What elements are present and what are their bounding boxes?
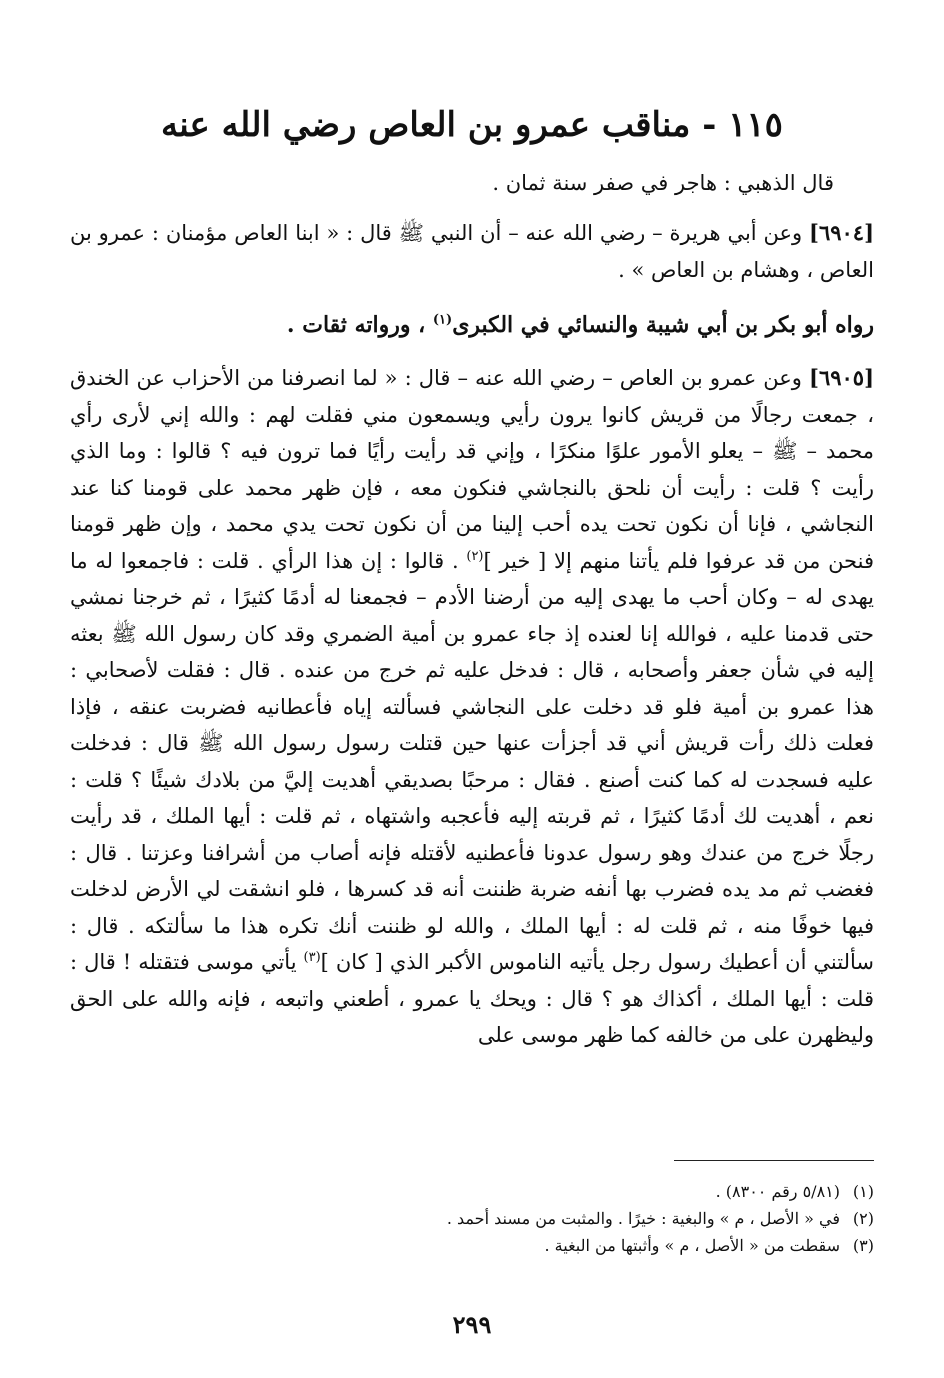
section-subtitle: قال الذهبي : هاجر في صفر سنة ثمان . [492, 171, 834, 195]
page-number: ٢٩٩ [452, 1310, 492, 1339]
section-title: ١١٥ - مناقب عمرو بن العاص رضي الله عنه [161, 105, 783, 145]
footnote-ref: (١) [432, 312, 453, 328]
footnote-mark: (١) [852, 1182, 874, 1201]
footnote-ref: (٢) [466, 548, 484, 564]
footnote-ref: (٣) [303, 950, 321, 965]
hadith-number: [٦٩٠٥] [809, 365, 874, 390]
footnote-text: في « الأصل ، م » والبغية : خيرًا . والمثبت من مسند أحمد . [446, 1209, 840, 1228]
footnote [70, 1205, 874, 1232]
source-grading: ، ورواته ثقات . [286, 312, 433, 338]
hadith-paragraph [70, 360, 874, 1054]
hadith-number: [٦٩٠٤] [809, 220, 874, 245]
footnotes [70, 1178, 874, 1259]
hadith-source [70, 305, 874, 345]
hadith-text: وعن عمرو بن العاص – رضي الله عنه – قال : « لما انصرفنا من الأحزاب عن الخندق ، جمعت رجالًا من قريش كانوا يرون رأيي ويسمعون مني فقلت لهم : والله إني لأرى رأي محمد – ﷺ – يعلو الأمور علوًا منكرًا ، وإني قد رأيت رأيًا فما ترون فيه ؟ قالوا : وما الذي رأيت ؟ قلت : رأيت أن نلحق بالنجاشي فنكون معه ، فإن ظهر محمد على قومنا كنا عند النجاشي ، فإنا أن نكون تحت يده أحب إلينا من أن نكون تحت يدي محمد ، وإن ظهر قومنا فنحن من قد عرفوا فلم يأتنا منهم إلا [ خير ] [70, 366, 874, 573]
footnote-mark: (٣) [852, 1236, 874, 1255]
source-text: رواه أبو بكر بن أبي شيبة والنسائي في الكبرى [452, 312, 874, 338]
hadith-paragraph [70, 215, 874, 288]
footnote-text: (٥/٨١ رقم ٨٣٠٠) . [715, 1182, 840, 1201]
footnote-divider [674, 1160, 874, 1161]
hadith-text: . قالوا : إن هذا الرأي . قلت : فاجمعوا له ما يهدى له – وكان أحب ما يهدى إليه من أرضنا الأدم – فجمعنا له أدمًا كثيرًا ، ثم خرجنا نمشي حتى قدمنا عليه ، فوالله إنا لعنده إذ جاء عمرو بن أمية الضمري وقد كان رسول الله ﷺ بعثه إليه في شأن جعفر وأصحابه ، قال : فدخل عليه ثم خرج من عنده . قال : فقلت لأصحابي : هذا عمرو بن أمية فلو قد دخلت على النجاشي فسألته إياه فأعطانيه فضربت عنقه ، فإذا فعلت ذلك رأت قريش أني قد أجزأت عنها حين قتلت رسول رسول الله ﷺ قال : فدخلت عليه فسجدت له كما كنت أصنع . فقال : مرحبًا بصديقي أهديت إليَّ من بلادك شيئًا ؟ قلت : نعم ، أهديت لك أدمًا كثيرًا ، ثم قربته إليه فأعجبه واشتهاه ، ثم قلت : أيها الملك ، قد رأيت رجلًا خرج من عندك وهو رسول عدونا فأعطنيه لأقتله فإنه أصاب من أشرافنا وعزتنا . قال : فغضب ثم مد يده فضرب بها أنفه ضربة ظننت أنه قد كسرها ، فلو انشقت لي الأرض لدخلت فيها خوفًا منه ، ثم قلت له : أيها الملك ، والله لو ظننت أنك تكره هذا ما سألتكه . قال : سألتني أن أعطيك رسول رجل يأتيه الناموس الأكبر الذي [ كان ] [70, 548, 874, 974]
footnote-text: سقطت من « الأصل ، م » وأثبتها من البغية . [544, 1236, 840, 1255]
footnote [70, 1232, 874, 1259]
hadith-text: يأتي موسى فتقتله ! قال : قلت : أيها الملك ، أكذاك هو ؟ قال : ويحك يا عمرو ، أطعني واتبعه ، فإنه والله على الحق وليظهرن على من خالفه كما ظهر موسى على [70, 950, 874, 1047]
footnote [70, 1178, 874, 1205]
footnote-mark: (٢) [852, 1209, 874, 1228]
hadith-text: وعن أبي هريرة – رضي الله عنه – أن النبي ﷺ قال : « ابنا العاص مؤمنان : عمرو بن العاص ، وهشام بن العاص » . [70, 221, 874, 282]
